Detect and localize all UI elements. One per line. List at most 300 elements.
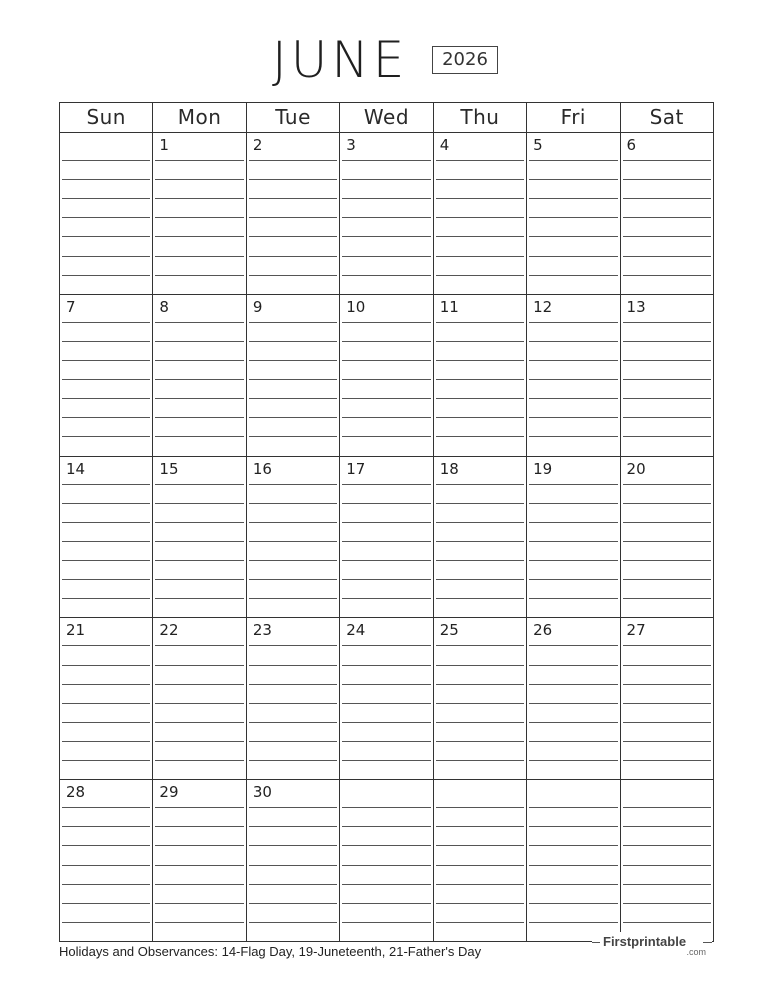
writing-line — [436, 760, 524, 761]
day-number: 7 — [66, 297, 76, 316]
calendar-grid — [59, 102, 714, 942]
brand-logo — [592, 932, 712, 962]
writing-line — [155, 826, 243, 827]
writing-line — [529, 436, 617, 437]
writing-line — [436, 722, 524, 723]
day-number: 27 — [626, 621, 646, 640]
writing-line — [529, 160, 617, 161]
day-cell-28[interactable] — [60, 780, 152, 941]
writing-line — [436, 560, 524, 561]
writing-lines — [62, 484, 150, 618]
writing-line — [436, 884, 524, 885]
writing-line — [436, 256, 524, 257]
writing-line — [623, 807, 711, 808]
writing-line — [249, 379, 337, 380]
day-number: 1 — [159, 136, 169, 154]
writing-lines — [623, 160, 711, 294]
writing-lines — [62, 160, 150, 294]
writing-line — [62, 341, 150, 342]
day-cell-6[interactable] — [620, 133, 713, 294]
writing-lines — [436, 645, 524, 779]
writing-line — [436, 741, 524, 742]
day-cell-30[interactable] — [246, 780, 339, 941]
writing-line — [249, 179, 337, 180]
writing-line — [62, 198, 150, 199]
writing-line — [342, 579, 430, 580]
weekday-sat: Sat — [620, 103, 713, 132]
writing-line — [62, 807, 150, 808]
writing-line — [623, 417, 711, 418]
day-number: 3 — [346, 136, 356, 154]
writing-line — [436, 865, 524, 866]
writing-line — [623, 160, 711, 161]
writing-line — [62, 865, 150, 866]
writing-line — [62, 541, 150, 542]
day-number: 4 — [439, 136, 450, 154]
day-cell-20[interactable] — [620, 457, 713, 618]
writing-line — [62, 845, 150, 846]
writing-line — [342, 760, 430, 761]
day-cell-26[interactable] — [526, 618, 619, 779]
writing-line — [436, 398, 524, 399]
writing-line — [529, 560, 617, 561]
writing-line — [342, 903, 430, 904]
writing-line — [529, 722, 617, 723]
day-number: 23 — [252, 621, 272, 640]
writing-line — [342, 560, 430, 561]
writing-line — [342, 360, 430, 361]
day-cell-25[interactable] — [433, 618, 526, 779]
empty-day-cell[interactable] — [433, 780, 526, 941]
writing-line — [155, 236, 243, 237]
writing-line — [436, 484, 524, 485]
weekday-wed: Wed — [339, 103, 432, 132]
day-cell-12[interactable] — [526, 295, 619, 456]
writing-line — [249, 903, 337, 904]
writing-lines — [342, 322, 430, 456]
writing-line — [155, 665, 243, 666]
writing-line — [623, 884, 711, 885]
writing-line — [529, 826, 617, 827]
writing-line — [529, 275, 617, 276]
brand-suffix: .com — [686, 947, 706, 957]
writing-line — [623, 275, 711, 276]
writing-lines — [529, 807, 617, 941]
weekday-mon: Mon — [152, 103, 245, 132]
writing-line — [249, 236, 337, 237]
writing-line — [623, 484, 711, 485]
writing-line — [436, 379, 524, 380]
writing-line — [529, 322, 617, 323]
writing-line — [623, 722, 711, 723]
day-cell-18[interactable] — [433, 457, 526, 618]
writing-line — [436, 217, 524, 218]
writing-line — [342, 865, 430, 866]
writing-line — [436, 645, 524, 646]
writing-lines — [249, 807, 337, 941]
writing-line — [62, 598, 150, 599]
writing-lines — [436, 322, 524, 456]
writing-lines — [529, 484, 617, 618]
writing-line — [342, 541, 430, 542]
writing-line — [249, 398, 337, 399]
writing-line — [623, 865, 711, 866]
writing-line — [436, 322, 524, 323]
writing-line — [155, 522, 243, 523]
brand-rule-left — [592, 942, 600, 943]
writing-line — [342, 160, 430, 161]
writing-line — [249, 198, 337, 199]
writing-line — [342, 884, 430, 885]
writing-line — [155, 541, 243, 542]
holidays-note: Holidays and Observances: 14-Flag Day, 19-Juneteenth, 21-Father's Day — [59, 944, 482, 959]
writing-line — [623, 322, 711, 323]
writing-line — [62, 379, 150, 380]
writing-line — [62, 503, 150, 504]
writing-line — [62, 160, 150, 161]
day-number: 13 — [626, 297, 646, 316]
day-cell-29[interactable] — [152, 780, 245, 941]
writing-lines — [62, 322, 150, 456]
day-number: 18 — [439, 459, 459, 478]
writing-line — [249, 275, 337, 276]
day-cell-7[interactable] — [60, 295, 152, 456]
writing-line — [249, 760, 337, 761]
writing-line — [436, 845, 524, 846]
writing-line — [529, 903, 617, 904]
day-number: 11 — [439, 297, 459, 316]
writing-line — [249, 884, 337, 885]
writing-line — [436, 598, 524, 599]
writing-line — [436, 341, 524, 342]
writing-line — [529, 217, 617, 218]
day-cell-19[interactable] — [526, 457, 619, 618]
writing-lines — [155, 160, 243, 294]
writing-lines — [342, 645, 430, 779]
writing-lines — [436, 160, 524, 294]
writing-line — [342, 236, 430, 237]
writing-line — [62, 922, 150, 923]
writing-line — [155, 160, 243, 161]
writing-line — [529, 922, 617, 923]
writing-line — [342, 807, 430, 808]
writing-line — [342, 379, 430, 380]
writing-lines — [249, 322, 337, 456]
writing-line — [342, 645, 430, 646]
writing-line — [436, 436, 524, 437]
writing-line — [342, 503, 430, 504]
day-number: 28 — [66, 783, 86, 802]
writing-line — [155, 903, 243, 904]
writing-line — [529, 256, 617, 257]
writing-line — [155, 865, 243, 866]
writing-line — [249, 322, 337, 323]
day-cell-23[interactable] — [246, 618, 339, 779]
writing-line — [623, 922, 711, 923]
writing-line — [249, 484, 337, 485]
week-row — [60, 456, 713, 618]
day-number: 9 — [252, 297, 263, 316]
day-cell-14[interactable] — [60, 457, 152, 618]
writing-line — [249, 722, 337, 723]
writing-lines — [623, 484, 711, 618]
writing-line — [623, 645, 711, 646]
writing-line — [529, 236, 617, 237]
writing-line — [249, 826, 337, 827]
week-row — [60, 779, 713, 941]
empty-day-cell[interactable] — [339, 780, 432, 941]
writing-line — [342, 703, 430, 704]
writing-line — [529, 522, 617, 523]
writing-line — [62, 741, 150, 742]
writing-line — [62, 417, 150, 418]
writing-line — [155, 684, 243, 685]
brand-rule-right — [703, 942, 712, 943]
writing-line — [342, 484, 430, 485]
writing-line — [623, 760, 711, 761]
writing-line — [249, 579, 337, 580]
writing-line — [436, 179, 524, 180]
day-number: 26 — [533, 621, 553, 640]
writing-line — [623, 598, 711, 599]
day-number: 2 — [252, 136, 263, 154]
writing-lines — [529, 645, 617, 779]
writing-line — [342, 322, 430, 323]
writing-line — [342, 598, 430, 599]
writing-line — [623, 341, 711, 342]
writing-line — [249, 560, 337, 561]
writing-line — [155, 884, 243, 885]
writing-lines — [623, 322, 711, 456]
writing-line — [623, 741, 711, 742]
empty-day-cell[interactable] — [620, 780, 713, 941]
writing-lines — [155, 484, 243, 618]
writing-line — [529, 379, 617, 380]
writing-lines — [249, 160, 337, 294]
writing-line — [62, 236, 150, 237]
day-cell-15[interactable] — [152, 457, 245, 618]
writing-line — [342, 922, 430, 923]
writing-line — [623, 845, 711, 846]
writing-lines — [623, 645, 711, 779]
writing-lines — [249, 645, 337, 779]
writing-line — [62, 579, 150, 580]
empty-day-cell[interactable] — [60, 133, 152, 294]
writing-line — [342, 398, 430, 399]
day-cell-13[interactable] — [620, 295, 713, 456]
day-cell-9[interactable] — [246, 295, 339, 456]
writing-line — [249, 503, 337, 504]
writing-line — [529, 341, 617, 342]
writing-line — [249, 922, 337, 923]
writing-line — [623, 560, 711, 561]
writing-line — [62, 684, 150, 685]
writing-line — [529, 703, 617, 704]
writing-line — [436, 160, 524, 161]
writing-line — [155, 436, 243, 437]
writing-line — [623, 379, 711, 380]
writing-line — [62, 360, 150, 361]
writing-line — [342, 436, 430, 437]
writing-lines — [62, 645, 150, 779]
writing-line — [249, 417, 337, 418]
weekday-header-row — [60, 103, 713, 133]
writing-line — [623, 179, 711, 180]
writing-line — [155, 741, 243, 742]
writing-line — [342, 845, 430, 846]
day-cell-3[interactable] — [339, 133, 432, 294]
writing-line — [249, 645, 337, 646]
day-number: 19 — [533, 459, 553, 478]
writing-line — [155, 503, 243, 504]
writing-line — [155, 807, 243, 808]
writing-line — [529, 579, 617, 580]
day-cell-27[interactable] — [620, 618, 713, 779]
day-cell-8[interactable] — [152, 295, 245, 456]
day-number: 10 — [346, 297, 366, 316]
writing-line — [155, 645, 243, 646]
day-cell-11[interactable] — [433, 295, 526, 456]
writing-line — [342, 275, 430, 276]
writing-lines — [62, 807, 150, 941]
writing-line — [62, 760, 150, 761]
writing-line — [342, 826, 430, 827]
writing-line — [342, 741, 430, 742]
writing-line — [529, 198, 617, 199]
writing-line — [436, 236, 524, 237]
writing-line — [62, 903, 150, 904]
week-row — [60, 294, 713, 456]
day-number: 22 — [159, 621, 179, 640]
writing-line — [155, 417, 243, 418]
writing-line — [62, 322, 150, 323]
weekday-sun: Sun — [86, 105, 126, 129]
day-number: 30 — [252, 783, 272, 802]
day-cell-17[interactable] — [339, 457, 432, 618]
writing-line — [342, 198, 430, 199]
day-cell-5[interactable] — [526, 133, 619, 294]
writing-line — [529, 684, 617, 685]
writing-line — [155, 484, 243, 485]
writing-line — [342, 256, 430, 257]
writing-line — [436, 541, 524, 542]
writing-line — [342, 179, 430, 180]
writing-line — [249, 541, 337, 542]
weekday-thu: Thu — [433, 103, 526, 132]
day-number: 8 — [159, 297, 169, 316]
writing-line — [62, 645, 150, 646]
day-cell-24[interactable] — [339, 618, 432, 779]
day-cell-1[interactable] — [152, 133, 245, 294]
empty-day-cell[interactable] — [526, 780, 619, 941]
writing-line — [529, 760, 617, 761]
writing-line — [529, 884, 617, 885]
writing-line — [529, 179, 617, 180]
writing-line — [623, 684, 711, 685]
writing-line — [62, 703, 150, 704]
writing-line — [155, 560, 243, 561]
writing-line — [249, 684, 337, 685]
writing-lines — [155, 322, 243, 456]
writing-line — [342, 665, 430, 666]
day-cell-22[interactable] — [152, 618, 245, 779]
day-cell-2[interactable] — [246, 133, 339, 294]
writing-line — [436, 684, 524, 685]
writing-line — [155, 845, 243, 846]
writing-line — [623, 256, 711, 257]
writing-line — [62, 826, 150, 827]
writing-line — [436, 826, 524, 827]
writing-line — [436, 665, 524, 666]
writing-lines — [529, 160, 617, 294]
writing-line — [529, 741, 617, 742]
writing-line — [62, 256, 150, 257]
writing-line — [62, 560, 150, 561]
writing-line — [529, 360, 617, 361]
writing-lines — [436, 484, 524, 618]
writing-line — [342, 341, 430, 342]
writing-line — [623, 665, 711, 666]
writing-line — [623, 826, 711, 827]
weekday-fri: Fri — [526, 103, 619, 132]
writing-line — [155, 179, 243, 180]
writing-line — [155, 703, 243, 704]
writing-line — [623, 503, 711, 504]
writing-line — [155, 579, 243, 580]
day-grid — [60, 133, 713, 941]
week-row — [60, 617, 713, 779]
writing-line — [623, 903, 711, 904]
writing-line — [436, 807, 524, 808]
day-number: 6 — [626, 136, 637, 154]
writing-line — [436, 522, 524, 523]
writing-line — [342, 722, 430, 723]
day-cell-21[interactable] — [60, 618, 152, 779]
writing-line — [623, 198, 711, 199]
day-cell-4[interactable] — [433, 133, 526, 294]
day-number: 14 — [66, 459, 86, 478]
writing-line — [529, 541, 617, 542]
writing-line — [62, 436, 150, 437]
writing-line — [529, 865, 617, 866]
writing-line — [529, 417, 617, 418]
writing-line — [155, 379, 243, 380]
writing-line — [249, 217, 337, 218]
writing-line — [249, 741, 337, 742]
writing-line — [249, 256, 337, 257]
writing-line — [249, 845, 337, 846]
writing-line — [249, 341, 337, 342]
writing-line — [436, 275, 524, 276]
writing-line — [623, 436, 711, 437]
writing-line — [623, 217, 711, 218]
week-row — [60, 133, 713, 294]
writing-line — [623, 541, 711, 542]
writing-lines — [342, 484, 430, 618]
writing-line — [155, 275, 243, 276]
day-cell-10[interactable] — [339, 295, 432, 456]
writing-line — [155, 598, 243, 599]
writing-line — [342, 217, 430, 218]
writing-line — [62, 217, 150, 218]
writing-line — [529, 845, 617, 846]
day-number: 5 — [533, 136, 543, 154]
writing-line — [529, 398, 617, 399]
writing-line — [623, 360, 711, 361]
day-cell-16[interactable] — [246, 457, 339, 618]
writing-line — [436, 417, 524, 418]
writing-line — [155, 217, 243, 218]
